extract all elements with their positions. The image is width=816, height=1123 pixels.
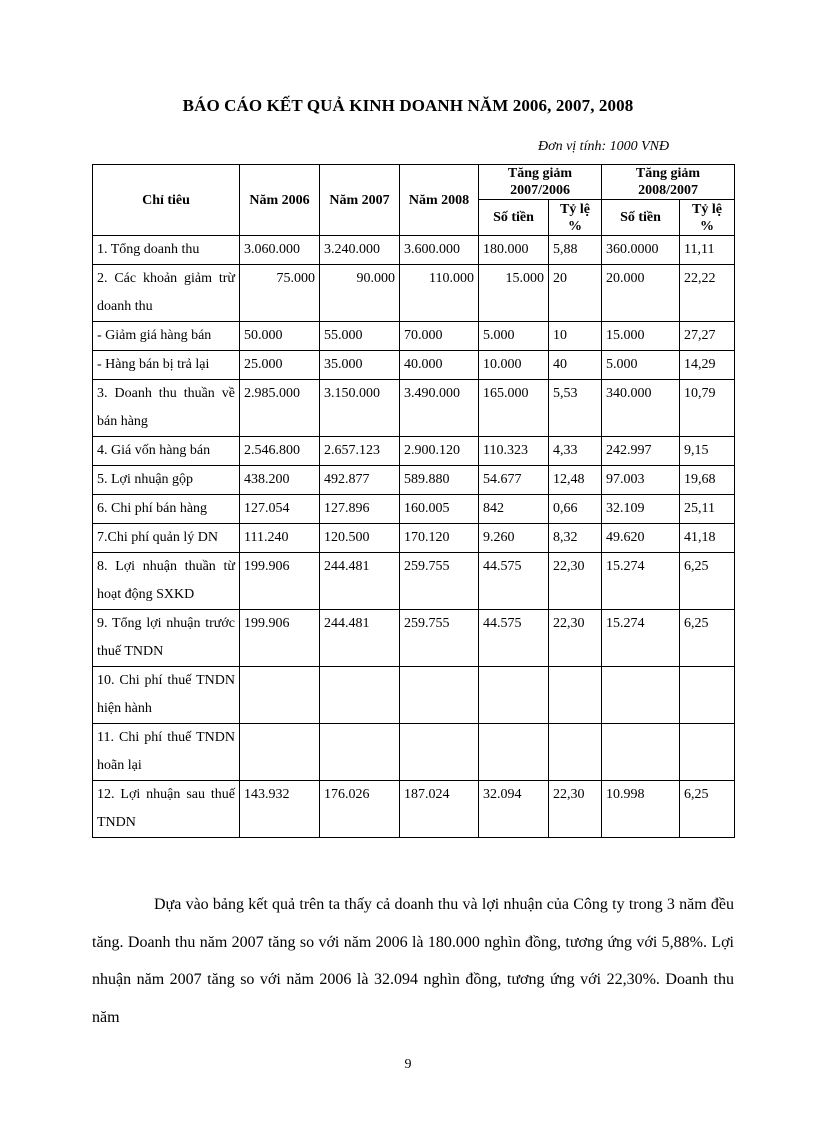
table-row — [93, 495, 735, 524]
cell-ty-le-2: 10,79 — [680, 380, 735, 437]
cell-2006: 2.985.000 — [240, 380, 320, 437]
cell-ty-le-2: 14,29 — [680, 351, 735, 380]
cell-so-tien-1: 165.000 — [479, 380, 549, 437]
cell-2008: 259.755 — [400, 610, 479, 667]
cell-so-tien-2: 5.000 — [602, 351, 680, 380]
cell-ty-le-2: 6,25 — [680, 781, 735, 838]
cell-ty-le-2 — [680, 667, 735, 724]
cell-so-tien-2: 20.000 — [602, 265, 680, 322]
cell-so-tien-2: 15.274 — [602, 553, 680, 610]
cell-ty-le-2: 19,68 — [680, 466, 735, 495]
cell-so-tien-1 — [479, 724, 549, 781]
row-label: 9. Tổng lợi nhuận trước thuế TNDN — [93, 610, 240, 667]
row-label: 12. Lợi nhuận sau thuế TNDN — [93, 781, 240, 838]
cell-2007: 492.877 — [320, 466, 400, 495]
cell-so-tien-1: 180.000 — [479, 236, 549, 265]
cell-ty-le-2: 9,15 — [680, 437, 735, 466]
table-row — [93, 466, 735, 495]
table-row — [93, 236, 735, 265]
cell-so-tien-2: 15.000 — [602, 322, 680, 351]
cell-ty-le-1: 5,53 — [549, 380, 602, 437]
header-ty-le-1: Tỷ lệ % — [549, 200, 602, 236]
cell-ty-le-2 — [680, 724, 735, 781]
cell-2008: 110.000 — [400, 265, 479, 322]
cell-so-tien-1: 9.260 — [479, 524, 549, 553]
cell-ty-le-1: 5,88 — [549, 236, 602, 265]
header-nam-2007: Năm 2007 — [320, 165, 400, 236]
table-row — [93, 724, 735, 781]
cell-so-tien-1 — [479, 667, 549, 724]
cell-so-tien-1: 5.000 — [479, 322, 549, 351]
cell-2008: 259.755 — [400, 553, 479, 610]
cell-ty-le-1: 22,30 — [549, 610, 602, 667]
header-tang-giam-2008-2007: Tăng giảm 2008/2007 — [602, 165, 735, 200]
header-so-tien-2: Số tiền — [602, 200, 680, 236]
cell-so-tien-2: 242.997 — [602, 437, 680, 466]
row-label: 8. Lợi nhuận thuần từ hoạt động SXKD — [93, 553, 240, 610]
row-label: 5. Lợi nhuận gộp — [93, 466, 240, 495]
cell-ty-le-1: 12,48 — [549, 466, 602, 495]
cell-ty-le-1 — [549, 667, 602, 724]
cell-2006: 75.000 — [240, 265, 320, 322]
row-label: 3. Doanh thu thuần về bán hàng — [93, 380, 240, 437]
cell-ty-le-1: 8,32 — [549, 524, 602, 553]
row-label: 1. Tổng doanh thu — [93, 236, 240, 265]
cell-so-tien-1: 10.000 — [479, 351, 549, 380]
cell-2007: 3.240.000 — [320, 236, 400, 265]
header-so-tien-1: Số tiền — [479, 200, 549, 236]
cell-2006: 2.546.800 — [240, 437, 320, 466]
cell-ty-le-1: 40 — [549, 351, 602, 380]
row-label: - Giảm giá hàng bán — [93, 322, 240, 351]
cell-2008: 3.490.000 — [400, 380, 479, 437]
table-row — [93, 553, 735, 610]
cell-so-tien-1: 15.000 — [479, 265, 549, 322]
cell-so-tien-2: 15.274 — [602, 610, 680, 667]
cell-so-tien-2 — [602, 724, 680, 781]
cell-2006 — [240, 667, 320, 724]
cell-so-tien-1: 32.094 — [479, 781, 549, 838]
table-row — [93, 437, 735, 466]
header-ty-le-2: Tỷ lệ % — [680, 200, 735, 236]
cell-2008 — [400, 667, 479, 724]
row-label: 4. Giá vốn hàng bán — [93, 437, 240, 466]
header-tang-giam-2007-2006: Tăng giảm 2007/2006 — [479, 165, 602, 200]
cell-2006: 25.000 — [240, 351, 320, 380]
cell-2007: 90.000 — [320, 265, 400, 322]
cell-2007 — [320, 667, 400, 724]
cell-ty-le-2: 22,22 — [680, 265, 735, 322]
cell-ty-le-2: 6,25 — [680, 610, 735, 667]
cell-2006: 111.240 — [240, 524, 320, 553]
cell-so-tien-2: 32.109 — [602, 495, 680, 524]
cell-so-tien-2: 97.003 — [602, 466, 680, 495]
header-nam-2006: Năm 2006 — [240, 165, 320, 236]
cell-so-tien-2: 10.998 — [602, 781, 680, 838]
cell-ty-le-1: 0,66 — [549, 495, 602, 524]
table-row — [93, 667, 735, 724]
cell-2006: 438.200 — [240, 466, 320, 495]
cell-ty-le-2: 41,18 — [680, 524, 735, 553]
cell-ty-le-1: 22,30 — [549, 781, 602, 838]
row-label: 6. Chi phí bán hàng — [93, 495, 240, 524]
cell-so-tien-2: 360.0000 — [602, 236, 680, 265]
cell-2008: 40.000 — [400, 351, 479, 380]
header-nam-2008: Năm 2008 — [400, 165, 479, 236]
cell-ty-le-2: 11,11 — [680, 236, 735, 265]
cell-ty-le-1: 22,30 — [549, 553, 602, 610]
cell-2007: 127.896 — [320, 495, 400, 524]
analysis-paragraph: Dựa vào bảng kết quả trên ta thấy cả doanh thu và lợi nhuận của Công ty trong 3 năm đều tăng. Doanh thu năm 2007 tăng so với năm 2006 là 180.000 nghìn đồng, tương ứng với 5,88%. Lợi nhuận năm 2007 tăng so với năm 2006 là 32.094 nghìn đồng, tương ứng với 22,30%. Doanh thu năm — [92, 896, 734, 1026]
cell-so-tien-1: 44.575 — [479, 610, 549, 667]
unit-label: Đơn vị tính: 1000 VNĐ — [538, 139, 670, 154]
table-row — [93, 380, 735, 437]
cell-so-tien-1: 54.677 — [479, 466, 549, 495]
cell-2006: 127.054 — [240, 495, 320, 524]
cell-2007: 244.481 — [320, 610, 400, 667]
cell-ty-le-1: 10 — [549, 322, 602, 351]
cell-2007: 244.481 — [320, 553, 400, 610]
cell-2007: 2.657.123 — [320, 437, 400, 466]
cell-2008: 589.880 — [400, 466, 479, 495]
cell-2007: 35.000 — [320, 351, 400, 380]
page-number: 9 — [404, 1057, 412, 1072]
cell-2006: 143.932 — [240, 781, 320, 838]
cell-so-tien-2 — [602, 667, 680, 724]
cell-2006 — [240, 724, 320, 781]
cell-ty-le-1 — [549, 724, 602, 781]
cell-2008: 170.120 — [400, 524, 479, 553]
cell-ty-le-2: 25,11 — [680, 495, 735, 524]
cell-2007: 176.026 — [320, 781, 400, 838]
row-label: - Hàng bán bị trả lại — [93, 351, 240, 380]
table-row — [93, 265, 735, 322]
cell-2007: 120.500 — [320, 524, 400, 553]
table-row — [93, 322, 735, 351]
cell-so-tien-1: 110.323 — [479, 437, 549, 466]
table-row — [93, 524, 735, 553]
cell-2006: 199.906 — [240, 610, 320, 667]
cell-2008: 187.024 — [400, 781, 479, 838]
row-label: 10. Chi phí thuế TNDN hiện hành — [93, 667, 240, 724]
cell-2006: 3.060.000 — [240, 236, 320, 265]
cell-2008 — [400, 724, 479, 781]
cell-ty-le-2: 27,27 — [680, 322, 735, 351]
cell-2006: 199.906 — [240, 553, 320, 610]
cell-so-tien-2: 340.000 — [602, 380, 680, 437]
row-label: 2. Các khoản giảm trừ doanh thu — [93, 265, 240, 322]
cell-2007 — [320, 724, 400, 781]
table-row — [93, 781, 735, 838]
cell-2006: 50.000 — [240, 322, 320, 351]
cell-so-tien-2: 49.620 — [602, 524, 680, 553]
row-label: 7.Chi phí quản lý DN — [93, 524, 240, 553]
cell-2007: 3.150.000 — [320, 380, 400, 437]
cell-so-tien-1: 44.575 — [479, 553, 549, 610]
cell-2008: 3.600.000 — [400, 236, 479, 265]
cell-ty-le-1: 20 — [549, 265, 602, 322]
cell-ty-le-2: 6,25 — [680, 553, 735, 610]
header-chi-tieu: Chỉ tiêu — [93, 165, 240, 236]
report-title: BÁO CÁO KẾT QUẢ KINH DOANH NĂM 2006, 2007, 2008 — [182, 96, 634, 115]
row-label: 11. Chi phí thuế TNDN hoãn lại — [93, 724, 240, 781]
cell-ty-le-1: 4,33 — [549, 437, 602, 466]
table-row — [93, 610, 735, 667]
cell-2008: 160.005 — [400, 495, 479, 524]
cell-2008: 70.000 — [400, 322, 479, 351]
table-row — [93, 351, 735, 380]
cell-2007: 55.000 — [320, 322, 400, 351]
income-statement-table — [92, 164, 735, 838]
cell-so-tien-1: 842 — [479, 495, 549, 524]
cell-2008: 2.900.120 — [400, 437, 479, 466]
